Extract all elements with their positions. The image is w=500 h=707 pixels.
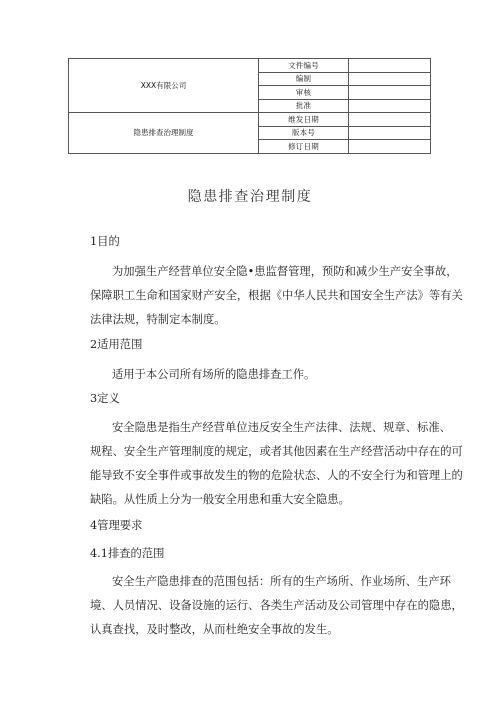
paragraph-line: 缺陷。从性质上分为一般安全用患和重大安全隐患。: [90, 493, 350, 506]
field-value-version: [349, 126, 431, 140]
paragraph-line: 保障职工生命和国家财产安全，根据《中华人民共和国安全生产法》等有关: [90, 289, 463, 302]
document-name: 隐患排查治理制度: [133, 128, 194, 137]
section-3-body: [90, 416, 463, 512]
section-4-1-body: [90, 570, 463, 642]
section-2-body: [90, 363, 435, 387]
paragraph-line: 安全生产隐患排查的范围包括：所有的生产场所、作业场所、生产环: [112, 575, 451, 588]
company-name-cell: [69, 59, 259, 113]
document-name-cell: [69, 113, 259, 154]
field-label-prepared: 编制: [259, 72, 349, 86]
section-heading: 3定义: [90, 392, 120, 405]
section-heading: 4管理要求: [90, 519, 143, 532]
paragraph-line: 规程、安全生产管理制度的规定，或者其他因素在生产经营活动中存在的可: [90, 445, 463, 458]
section-4-heading-block: [90, 514, 435, 538]
company-name: XXX有限公司: [140, 80, 187, 90]
field-value-approved: [349, 99, 431, 113]
field-label-version: 版本号: [259, 126, 349, 140]
section-1-heading-block: [90, 230, 435, 254]
field-value-doc-number: [349, 59, 431, 73]
field-label-issue-date: 维发日期: [259, 113, 349, 127]
paragraph-line: 能导致不安全事件或事故发生的物的危险状态、人的不安全行为和管理上的: [90, 469, 463, 482]
field-label-reviewed: 审核: [259, 86, 349, 100]
field-label-doc-number: 文件编号: [259, 59, 349, 73]
section-3-heading-block: [90, 387, 435, 411]
section-heading: 1目的: [90, 235, 120, 248]
section-1-body: [90, 260, 463, 332]
paragraph-line: 安全隐患是指生产经营单位违反安全生产法律、法规、规章、标准、: [112, 421, 451, 434]
section-2-heading-block: [90, 333, 435, 357]
paragraph-line: 为加强生产经营单位安全隐•患监督管理，预防和减少生产安全事故，: [112, 265, 458, 278]
field-value-issue-date: [349, 113, 431, 127]
field-value-revision-date: [349, 140, 431, 154]
field-label-revision-date: 修订日期: [259, 140, 349, 154]
field-value-prepared: [349, 72, 431, 86]
subsection-heading: 4.1排查的范围: [90, 547, 165, 560]
section-heading: 2适用范围: [90, 338, 143, 351]
paragraph-line: 法律法规，特制定本制度。: [90, 313, 226, 326]
section-4-1-heading-block: [90, 542, 435, 566]
document-header-table: [68, 58, 431, 154]
field-label-approved: 批准: [259, 99, 349, 113]
field-value-reviewed: [349, 86, 431, 100]
paragraph-line: 认真查找，及时整改，从而杜绝安全事故的发生。: [90, 623, 339, 636]
paragraph-line: 境、人员情况、设备设施的运行、各类生产活动及公司管理中存在的隐患，: [90, 599, 463, 612]
document-title: 隐患排查治理制度: [187, 189, 313, 205]
paragraph-line: 适用于本公司所有场所的隐患排查工作。: [112, 368, 316, 381]
